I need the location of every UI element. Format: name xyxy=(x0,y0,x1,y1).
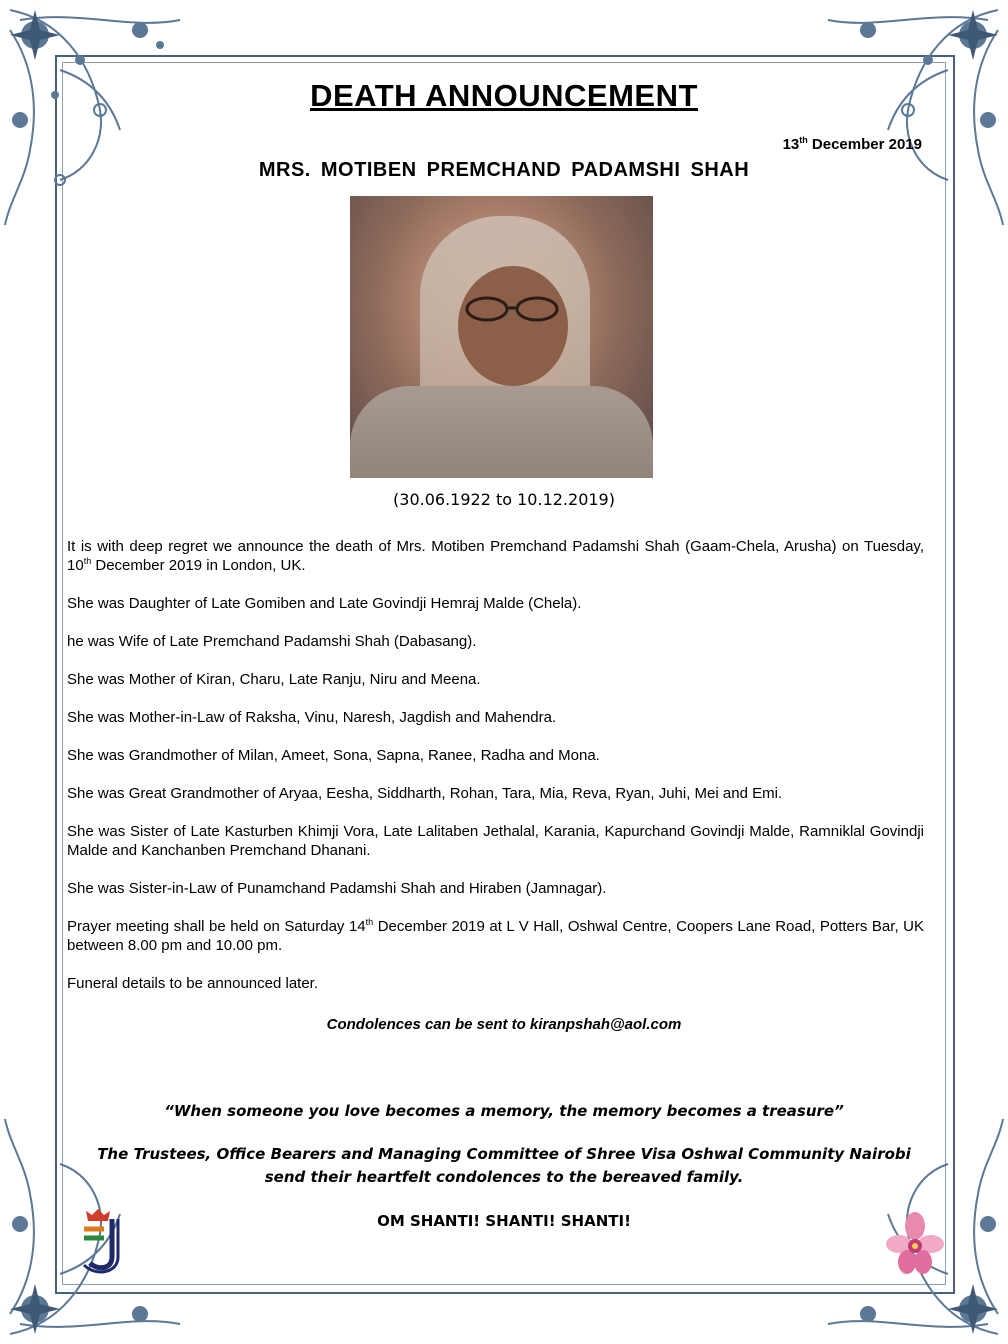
orchid-flower-icon xyxy=(885,1210,945,1280)
photo-face xyxy=(458,266,568,386)
p1-sup: th xyxy=(83,556,92,566)
date-rest: December 2019 xyxy=(807,136,922,153)
memorial-quote: “When someone you love becomes a memory, the memory becomes a treasure” xyxy=(164,1102,844,1120)
om-shanti: OM SHANTI! SHANTI! SHANTI! xyxy=(377,1212,631,1230)
paragraph-announcement xyxy=(67,537,924,575)
photo-glasses xyxy=(462,296,562,322)
trustees-line-1: The Trustees, Office Bearers and Managing Committee of Shree Visa Oshwal Community Nairobi xyxy=(97,1145,911,1163)
deceased-name: MRS. MOTIBEN PREMCHAND PADAMSHI SHAH xyxy=(258,159,750,181)
announcement-body xyxy=(67,537,924,1012)
floral-corner-ornament-top-left xyxy=(0,0,190,230)
paragraph-wife: he was Wife of Late Premchand Padamshi Shah (Dabasang). xyxy=(67,633,477,650)
paragraph-grandmother: She was Grandmother of Milan, Ameet, Sona, Sapna, Ranee, Radha and Mona. xyxy=(67,747,600,764)
p10-text-a: Prayer meeting shall be held on Saturday 14 xyxy=(67,918,366,935)
community-logo-icon xyxy=(78,1205,120,1275)
life-dates: (30.06.1922 to 10.12.2019) xyxy=(393,490,615,509)
deceased-portrait-photo xyxy=(350,196,653,478)
trustees-message xyxy=(0,1143,1008,1189)
paragraph-prayer-meeting xyxy=(67,917,924,955)
p1-text-b: December 2019 in London, UK. xyxy=(91,557,306,574)
p10-text-b: December 2019 at L V Hall, Oshwal Centre, Coopers Lane Road, Potters Bar, UK between 8.00 pm and 10.00 pm. xyxy=(67,918,924,954)
paragraph-sister: She was Sister of Late Kasturben Khimji Vora, Late Lalitaben Jethalal, Karania, Kapurchand Govindji Malde, Ramniklal Govindji Malde and Kanchanben Premchand Dhanani. xyxy=(67,823,924,859)
date-suffix: th xyxy=(799,135,808,145)
p10-sup: th xyxy=(365,917,374,927)
paragraph-daughter: She was Daughter of Late Gomiben and Late Govindji Hemraj Malde (Chela). xyxy=(67,595,582,612)
photo-shoulders xyxy=(350,386,653,478)
paragraph-sister-in-law: She was Sister-in-Law of Punamchand Padamshi Shah and Hiraben (Jamnagar). xyxy=(67,880,607,897)
announcement-date xyxy=(783,135,922,153)
p1-text-a: It is with deep regret we announce the death of Mrs. Motiben Premchand Padamshi Shah (Gaam-Chela, Arusha) on Tuesday, 10 xyxy=(67,538,924,574)
floral-corner-ornament-top-right xyxy=(818,0,1008,230)
trustees-line-2: send their heartfelt condolences to the bereaved family. xyxy=(264,1168,744,1186)
paragraph-funeral: Funeral details to be announced later. xyxy=(67,975,319,992)
page-title: DEATH ANNOUNCEMENT xyxy=(310,78,698,113)
paragraph-mother: She was Mother of Kiran, Charu, Late Ranju, Niru and Meena. xyxy=(67,671,481,688)
date-day: 13 xyxy=(782,136,800,153)
paragraph-mother-in-law: She was Mother-in-Law of Raksha, Vinu, Naresh, Jagdish and Mahendra. xyxy=(67,709,557,726)
condolence-contact: Condolences can be sent to kiranpshah@aol.com xyxy=(326,1016,682,1033)
paragraph-great-grandmother: She was Great Grandmother of Aryaa, Eesha, Siddharth, Rohan, Tara, Mia, Reva, Ryan, Juhi, Mei and Emi. xyxy=(67,785,783,802)
